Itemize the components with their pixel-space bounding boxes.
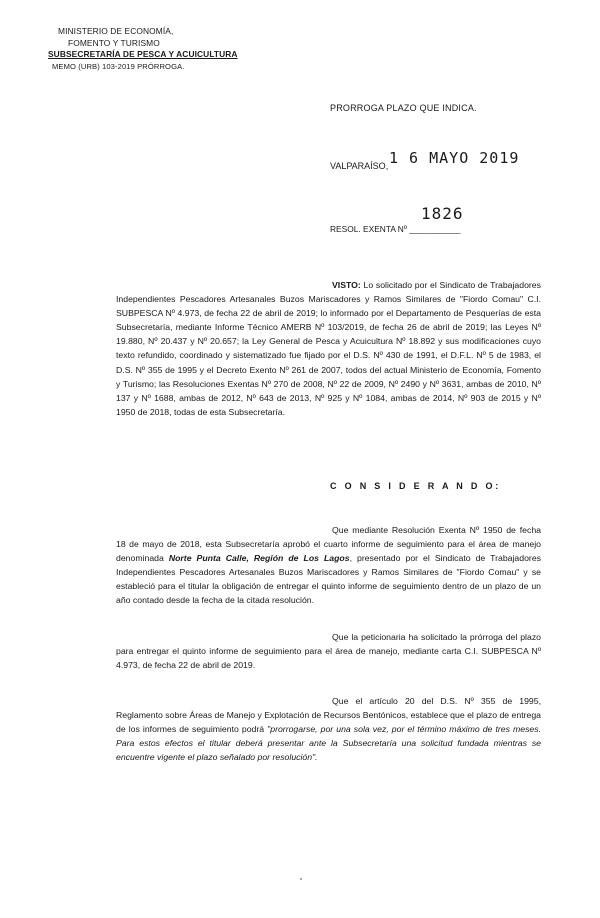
p1-text-c: , presentado por el Sindicato de Trabajadores Independientes Pescadores Artesanales Buzos Mariscadores y Ramos Similares de "Fiordo Comau" y se estableció para el titular la obligación de entregar el quinto informe de seguimiento dentro de un plazo de un año contado desde la fecha de la citada resolución. <box>116 553 541 606</box>
p3-text-a: Que el artículo 20 del D.S. Nº 355 de 1995, Reglamento sobre Áreas de Manejo y Explotación de Recursos Bentónicos, establece que el plazo de entrega de los informes de seguimiento podrá <box>116 696 541 735</box>
visto-label: VISTO: <box>332 280 361 290</box>
page-mark <box>300 878 302 880</box>
ministry-line: MINISTERIO DE ECONOMÍA, <box>58 26 174 36</box>
memo-reference: MEMO (URB) 103-2019 PRÓRROGA. <box>52 61 185 71</box>
area-name: Norte Punta Calle, Región de Los Lagos <box>168 553 350 564</box>
visto-text: Lo solicitado por el Sindicato de Trabajadores Independientes Pescadores Artesanales Buzos Mariscadores y Ramos Similares de "Fiordo Comau" C.I. SUBPESCA Nº 4.973, de fecha 22 de abril de 2019; lo informado por el Departamento de Pesquerías de esta Subsecretaría, mediante Informe Técnico AMERB Nº 103/2019, de fecha 26 de abril de 2019; las Leyes Nº 19.880, Nº 20.437 y Nº 20.657; la Ley General de Pesca y Acuicultura Nº 18.892 y sus modificaciones cuyo texto refundido, coordinado y sistematizado fue fijado por el D.S. Nº 430 de 1991, el D.F.L. Nº 5 de 1983, el D.S. Nº 355 de 1995 y el Decreto Exento Nº 261 de 2007, todos del actual Ministerio de Economía, Fomento y Turismo; las Resoluciones Exentas Nº 270 de 2008, Nº 22 de 2009, Nº 2490 y Nº 3631, ambas de 2010, Nº 137 y Nº 1688, ambas de 2012, Nº 643 de 2013, Nº 925 y Nº 1084, ambas de 2014, Nº 903 de 2015 y Nº 1950 de 2018, todas de esta Subsecretaría. <box>116 280 541 417</box>
letterhead <box>48 26 248 72</box>
considerando-paragraph-1 <box>116 523 541 608</box>
considerando-paragraph-2 <box>116 630 541 672</box>
p1-text-a: Que mediante Resolución Exenta Nº 1950 de fecha 18 de mayo de 2018, esta Subsecretaría aprobó el cuarto informe de seguimiento para el área de manejo denominada <box>116 525 541 564</box>
document-subject: PRORROGA PLAZO QUE INDICA. <box>330 103 477 113</box>
visto-paragraph <box>116 278 541 419</box>
p2-text: Que la peticionaria ha solicitado la prórroga del plazo para entregar el quinto informe de seguimiento para el área de manejo, mediante carta C.I. SUBPESCA Nº 4.973, de fecha 22 de abril de 2019. <box>116 632 541 671</box>
considerando-heading: C O N S I D E R A N D O: <box>330 481 502 491</box>
ministry-line-2: FOMENTO Y TURISMO <box>68 37 160 48</box>
place-label: VALPARAÍSO, <box>330 161 389 171</box>
resolution-number: 1826 <box>421 204 464 223</box>
subsecretaria-line: SUBSECRETARÍA DE PESCA Y ACUICULTURA <box>48 49 238 59</box>
considerando-paragraph-3 <box>116 694 541 764</box>
resolution-label: RESOL. EXENTA Nº ___________ <box>330 224 461 234</box>
stamped-date: 1 6 MAYO 2019 <box>389 149 520 167</box>
p3-quote: "prorrogarse, por una sola vez, por el término máximo de tres meses. Para estos efectos el titular deberá presentar ante la Subsecretaría una solicitud fundada mientras se encuentre vigente el plazo señalado por resolución". <box>116 724 541 763</box>
